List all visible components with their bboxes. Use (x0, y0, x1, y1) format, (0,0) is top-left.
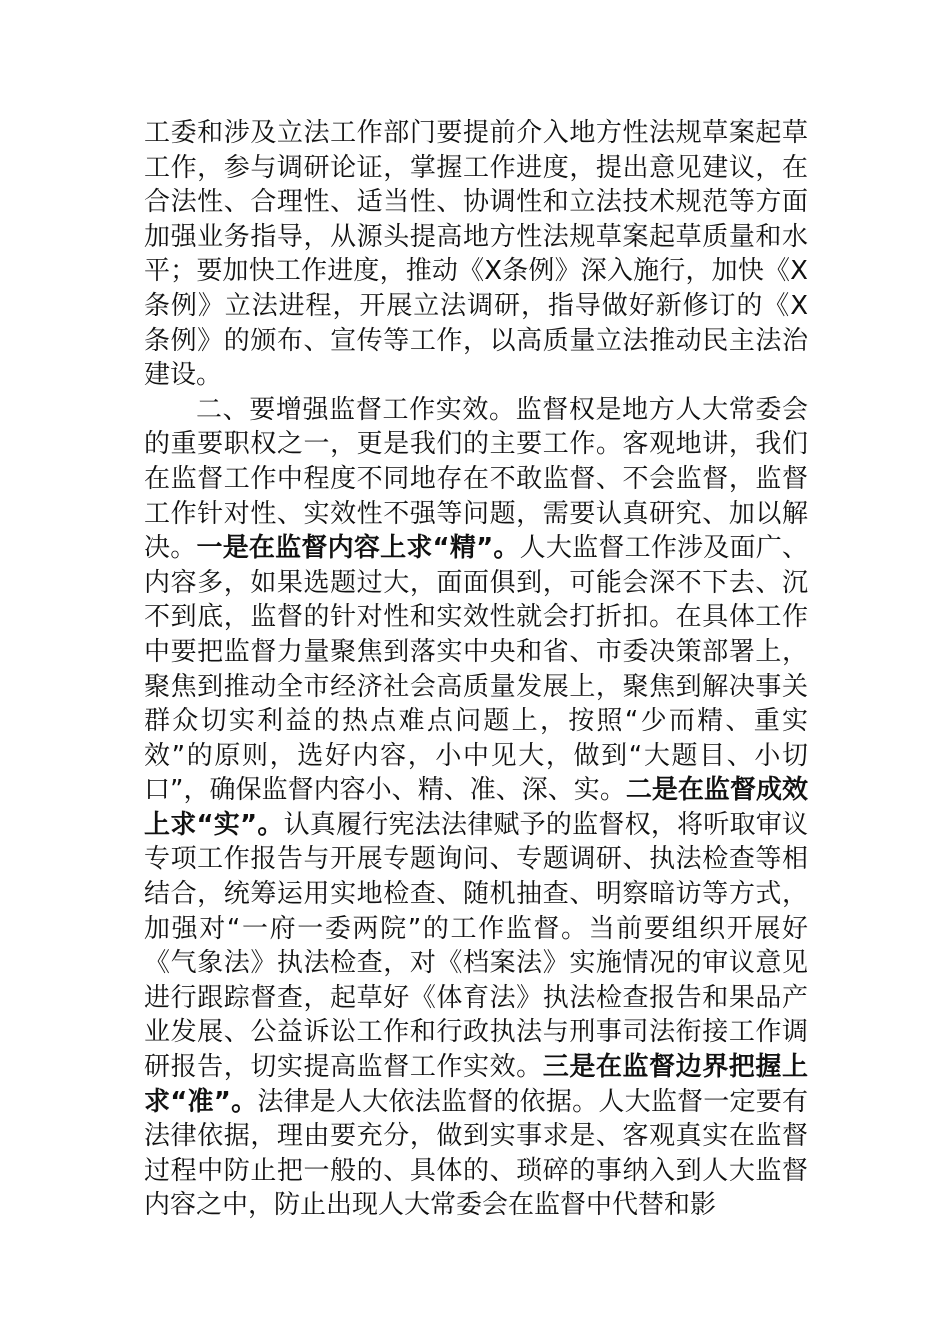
point1-heading: 一是在监督内容上求“精”。 (196, 533, 520, 564)
supervision-intro-text: 二、要增强监督工作实效。监督权是地方人大常委会的重要职权之一，更是我们的主要工作。客观地讲，我们在监督工作中程度不同地存在不敢监督、不会监督，监督工作针对性、实效性不强等问题，需要认真研究、加以解决。 (144, 394, 808, 564)
point3-heading: 三是在监督边界把握上求“准”。 (144, 1052, 808, 1117)
document-body (144, 116, 808, 1223)
paragraph-supervision (144, 393, 808, 1223)
paragraph-legislation-continuation: 工委和涉及立法工作部门要提前介入地方性法规草案起草工作，参与调研论证，掌握工作进度，提出意见建议，在合法性、合理性、适当性、协调性和立法技术规范等方面加强业务指导，从源头提高地方性法规草案起草质量和水平；要加快工作进度，推动《X条例》深入施行，加快《X条例》立法进程，开展立法调研，指导做好新修订的《X条例》的颁布、宣传等工作，以高质量立法推动民主法治建设。 (144, 118, 808, 391)
point2-heading: 二是在监督成效上求“实”。 (144, 775, 808, 840)
point1-text: 人大监督工作涉及面广、内容多，如果选题过大，面面俱到，可能会深不下去、沉不到底，监督的针对性和实效性就会打折扣。在具体工作中要把监督力量聚焦到落实中央和省、市委决策部署上，聚焦到推动全市经济社会高质量发展上，聚焦到解决事关群众切实利益的热点难点问题上，按照“少而精、重实效”的原则，选好内容，小中见大，做到“大题目、小切口”，确保监督内容小、精、准、深、实。 (144, 533, 808, 806)
point2-text: 认真履行宪法法律赋予的监督权，将听取审议专项工作报告与开展专题询问、专题调研、执法检查等相结合，统筹运用实地检查、随机抽查、明察暗访等方式，加强对“一府一委两院”的工作监督。当前要组织开展好《气象法》执法检查，对《档案法》实施情况的审议意见进行跟踪督查，起草好《体育法》执法检查报告和果品产业发展、公益诉讼工作和行政执法与刑事司法衔接工作调研报告，切实提高监督工作实效。 (144, 809, 808, 1083)
point3-text: 法律是人大依法监督的依据。人大监督一定要有法律依据，理由要充分，做到实事求是、客观真实在监督过程中防止把一般的、具体的、琐碎的事纳入到人大监督内容之中，防止出现人大常委会在监督中代替和影 (144, 1086, 808, 1221)
